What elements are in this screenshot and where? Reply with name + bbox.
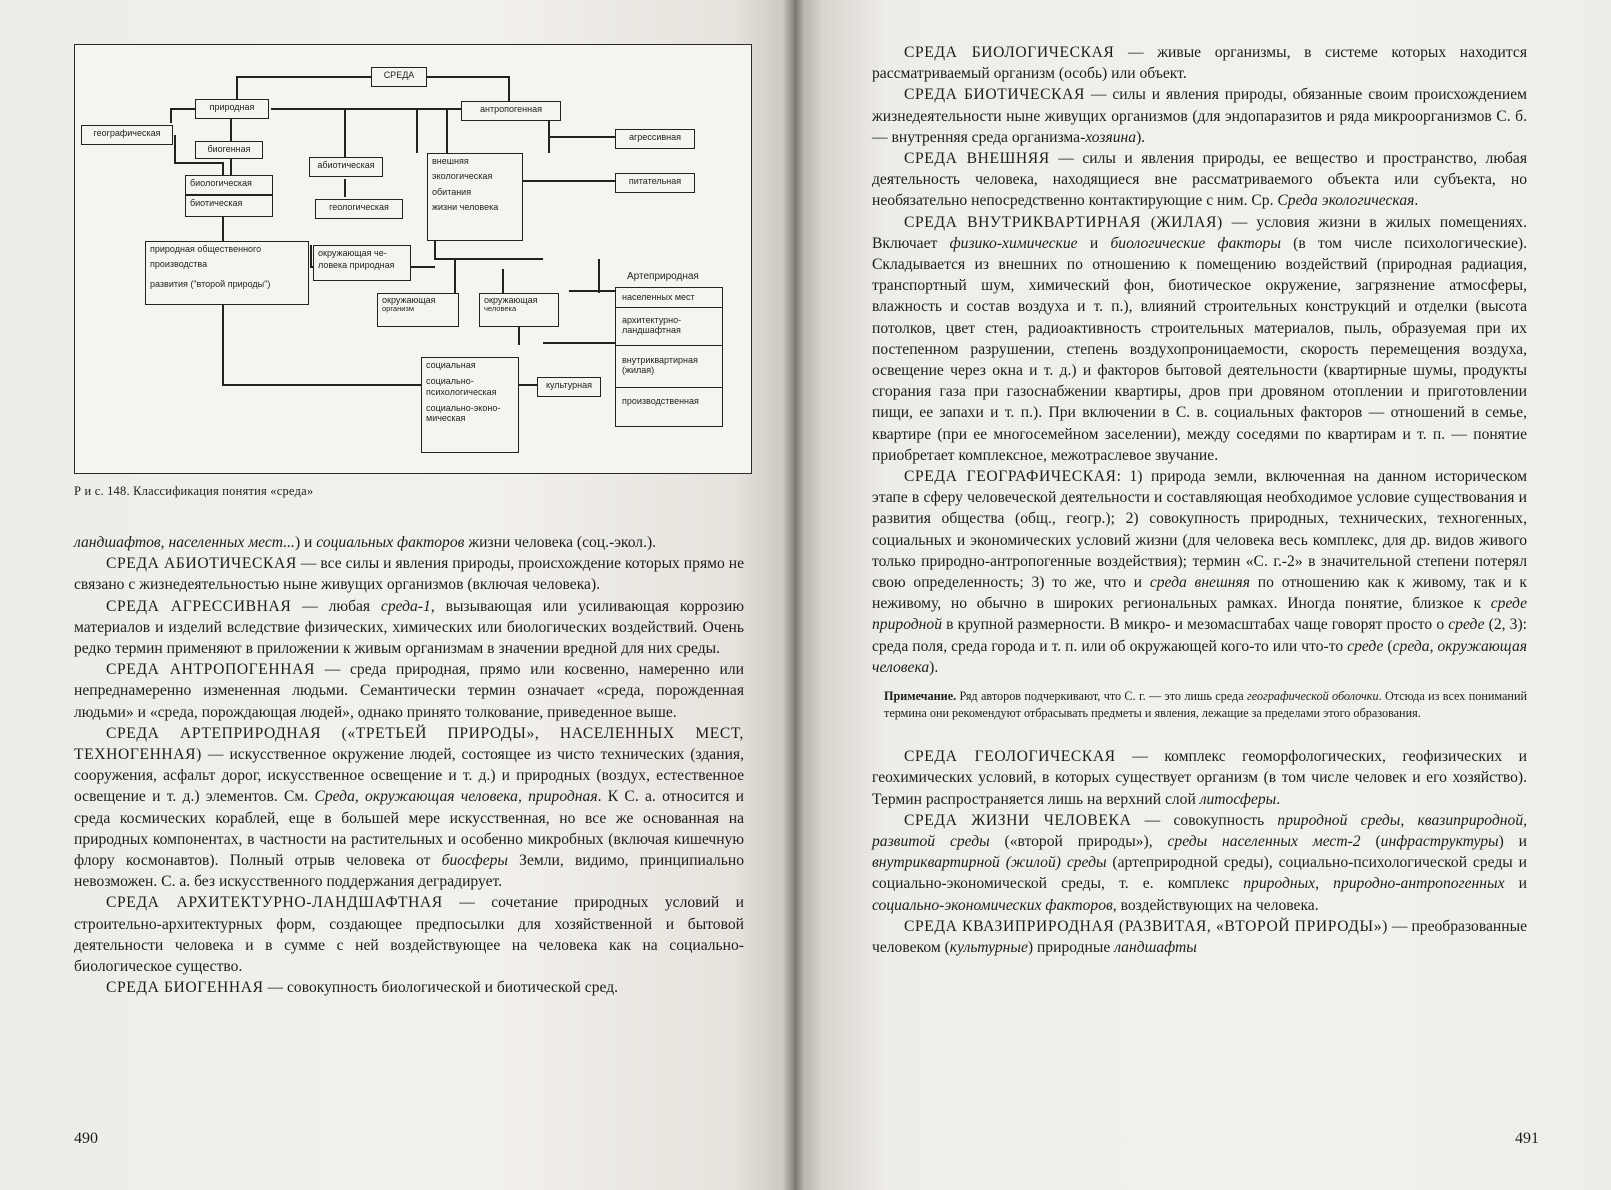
italic-run: природных, природно-антропогенных bbox=[1243, 875, 1505, 893]
italic-run: среда, окружающая человека bbox=[872, 637, 1527, 676]
natural-social-line-3: развития ("второй природы") bbox=[150, 278, 271, 289]
italic-run: среде bbox=[1347, 637, 1384, 655]
text-run: (в том числе психологические). Складывается из внешних по отношению к помещению воздействий (природная радиация, транспортный шум, химический фон, биотическое окружение, загрязнение атмосферы, влажность и состав воздуха и т. п.), влияний строительных конструкций и отделки (высота потолков, цвет стен, радиоактивность строительных материалов, пыль, образуемая при их постепенном разрушении, степень воздухопроницаемости, скорость перемещения воздуха, освещение через окна и т. д.) и факторов бытовой деятельности (квартирные шумы, продукты сгорания газа при газоснабжении квартиры, дров при дровяном отоплении и приготовлении пищи, ее запахи и т. п.). При включении в С. в. социальных факторов — отношений в семье, квартире (при ее многосемейном заселении), между соседями по квартирам и т. п. — понятие приобретает комплексное, межотраслевое звучание. bbox=[872, 234, 1527, 464]
text-run: ) и bbox=[1498, 832, 1528, 850]
social-line-4: социально-эконо- bbox=[426, 403, 501, 414]
diagram-box-settlements: населенных мест bbox=[616, 288, 722, 308]
entry-paragraph bbox=[872, 42, 1527, 84]
surrounding-person-line-2: человека bbox=[484, 304, 517, 314]
entry-paragraph bbox=[872, 212, 1527, 466]
diagram-box-geographic: географическая bbox=[81, 125, 173, 145]
entry-term: СРЕДА ГЕОЛОГИЧЕСКАЯ bbox=[904, 748, 1116, 766]
surrounding-natural-line-2: ловека природная bbox=[318, 260, 395, 271]
entry-term: СРЕДА АГРЕССИВНАЯ bbox=[106, 597, 292, 615]
italic-run: среде bbox=[1448, 616, 1485, 634]
italic-run: биологические факторы bbox=[1110, 234, 1281, 252]
social-line-2: социально- bbox=[426, 376, 474, 387]
text-run: . Отсюда из всех пониманий термина они рекомендуют отбрасывать предметы и явления, лежащие за пределами этого образования. bbox=[884, 689, 1527, 721]
text-run: («второй природы»), bbox=[989, 832, 1168, 850]
diagram-box-production: производственная bbox=[622, 396, 699, 407]
diagram-box-surrounding-organism bbox=[377, 293, 459, 327]
note-label: Примечание. bbox=[884, 689, 957, 704]
italic-run: среды населенных мест-2 bbox=[1167, 832, 1361, 850]
external-line-3: обитания bbox=[432, 186, 472, 197]
entry-term: СРЕДА БИОТИЧЕСКАЯ bbox=[904, 86, 1085, 104]
text-run: ( bbox=[1360, 832, 1381, 850]
diagram-box-natural: природная bbox=[195, 99, 269, 119]
entry-term: СРЕДА ВНУТРИКВАРТИРНАЯ (ЖИЛАЯ) bbox=[904, 213, 1223, 231]
social-line-5: мическая bbox=[426, 413, 466, 424]
arch-landscape-line-2: ландшафтная bbox=[622, 325, 681, 336]
arch-landscape-line-1: архитектурно- bbox=[622, 315, 682, 326]
entry-paragraph bbox=[74, 723, 744, 893]
text-run: — условия жизни в жилых помещениях. Включает bbox=[872, 213, 1527, 252]
text-run: — живые организмы, в системе которых находится рассматриваемый организм (особь) или объект. bbox=[872, 44, 1528, 83]
italic-run: среда внешняя bbox=[1149, 574, 1250, 592]
text-run: — среда природная, прямо или косвенно, намеренно или непреднамеренно измененная людьми. Семантически термин означает «среда, порожденная людьми» и «среда, порождающая людей», однако принято толкование, приведенное выше. bbox=[74, 661, 744, 721]
diagram-box-surrounding-natural bbox=[313, 245, 411, 281]
entry-paragraph bbox=[872, 916, 1527, 958]
external-line-2: экологическая bbox=[432, 171, 493, 182]
text-run: : 1) природа земли, включенная на данном историческом этапе в сферу человеческой деятельности и составляющая необходимое условие существования и развития общества (общ., геогр.); 2) совокупность природных, технических, техногенных, социальных и экономических условий жизни (для человека весь комплекс, для др. видов живого только природно-антропогенные воздействия); термин «С. г.-2» в значительной степени потерял свою определенность; 3) то же, что и bbox=[872, 468, 1527, 592]
left-page bbox=[0, 0, 790, 1190]
left-column-text bbox=[74, 532, 744, 998]
diagram-box-nourishing: питательная bbox=[615, 173, 695, 193]
diagram-box-natural-social bbox=[145, 241, 309, 305]
surrounding-organism-line-1: окружающая bbox=[382, 295, 436, 305]
entry-paragraph bbox=[74, 532, 744, 553]
italic-run: хозяина bbox=[1085, 128, 1137, 146]
text-run: — совокупность bbox=[1131, 811, 1278, 829]
entry-term: СРЕДА АРХИТЕКТУРНО-ЛАНДШАФТНАЯ bbox=[106, 894, 443, 912]
text-run: — преобразованные человеком ( bbox=[872, 917, 1527, 956]
entry-paragraph bbox=[872, 148, 1527, 212]
diagram-box-root: СРЕДА bbox=[371, 67, 427, 87]
entry-paragraph bbox=[872, 810, 1527, 916]
italic-run: Среда, окружающая человека, природная bbox=[314, 788, 598, 806]
entry-term: СРЕДА БИОГЕННАЯ bbox=[106, 979, 264, 997]
italic-run: ландшафтов, населенных мест... bbox=[74, 534, 295, 551]
entry-paragraph bbox=[872, 84, 1527, 148]
text-run: . К С. а. относится и среда космических кораблей, еще в большей мере искусственная, но все же основанная на природных компонентах, в частности на растительных и особенно микробных (включая кишечную флору космонавтов). Полный отрыв человека от bbox=[74, 788, 744, 870]
right-column-text bbox=[872, 42, 1527, 958]
natural-social-line-2: производства bbox=[150, 259, 208, 270]
external-line-4: жизни человека bbox=[432, 201, 499, 212]
text-run: , вызывающая или усиливающая коррозию материалов и изделий вследствие физических, химических или биологических воздействий. Очень редко термин применяют в приложении к живым организмам в значении вредной для них среды. bbox=[74, 597, 744, 658]
entry-term: СРЕДА АРТЕПРИРОДНАЯ («ТРЕТЬЕЙ ПРИРОДЫ», НАСЕЛЕННЫХ МЕСТ, ТЕХНОГЕННАЯ) bbox=[74, 724, 744, 764]
italic-run: внутриквартирной (жилой) среды bbox=[872, 854, 1107, 872]
indoor-line-2: (жилая) bbox=[622, 365, 655, 376]
diagram-box-geological: геологическая bbox=[315, 199, 403, 219]
italic-run: ландшафты bbox=[1114, 938, 1197, 956]
surrounding-person-line-1: окружающая bbox=[484, 295, 538, 305]
diagram-box-anthropogenic: антропогенная bbox=[461, 101, 561, 121]
text-run: , воздействующих на человека. bbox=[1112, 896, 1319, 914]
diagram-box-external bbox=[427, 153, 523, 241]
diagram-box-biotic: биотическая bbox=[185, 195, 273, 217]
text-run: ) и bbox=[294, 534, 317, 551]
diagram-box-arch-landscape bbox=[616, 312, 722, 346]
indoor-line-1: внутриквартирная bbox=[622, 355, 698, 366]
italic-run: литосферы bbox=[1199, 790, 1277, 808]
social-line-1: социальная bbox=[426, 360, 476, 370]
text-run: — силы и явления природы, обязанные своим происхождением жизнедеятельности ныне живущих организмов (для эндопаразитов и ряда микроорганизмов С. б. — внутренняя среда организма- bbox=[872, 86, 1527, 146]
text-run: ). bbox=[929, 658, 939, 676]
book-spine bbox=[782, 0, 806, 1190]
text-run: — комплекс геоморфологических, геофизических и геохимических условий, в которых существует организм (в том числе человек и его хозяйство). Термин распространяется лишь на верхний слой bbox=[872, 748, 1527, 808]
entry-paragraph bbox=[74, 977, 744, 998]
entry-term: СРЕДА АБИОТИЧЕСКАЯ bbox=[106, 555, 297, 573]
text-run: — все силы и явления природы, происхождение которых прямо не связано с жизнедеятельностью ныне живущих организмов (включая человека). bbox=[74, 555, 744, 594]
text-run: по отношению как к живому, так и к неживому, но обычно в широких региональных рамках. Иногда понятие, близкое к bbox=[872, 574, 1528, 613]
diagram-box-surrounding-person bbox=[479, 293, 559, 327]
entry-term: СРЕДА ГЕОГРАФИЧЕСКАЯ bbox=[904, 468, 1117, 486]
diagram-box-artnatural-group bbox=[615, 287, 723, 427]
italic-run: географической оболочки bbox=[1246, 689, 1379, 704]
text-run: ). bbox=[1136, 128, 1146, 146]
page-number-left: 490 bbox=[74, 1130, 98, 1147]
diagram-box-cultural: культурная bbox=[537, 377, 601, 397]
italic-run: природной среды, квазиприродной, развитой среды bbox=[872, 811, 1528, 850]
diagram-box-indoor bbox=[616, 346, 722, 388]
italic-run: среде природной bbox=[872, 595, 1527, 634]
diagram-box-social bbox=[421, 357, 519, 453]
diagram-label-artnatural: Артеприродная bbox=[627, 271, 699, 282]
natural-social-line-1: природная общественного bbox=[150, 244, 262, 254]
page-number-right: 491 bbox=[1515, 1130, 1539, 1147]
external-line-1: внешняя bbox=[432, 156, 469, 166]
entry-paragraph bbox=[74, 596, 744, 660]
text-run: и bbox=[1504, 875, 1528, 893]
text-run: — совокупность биологической и биотической сред. bbox=[263, 979, 619, 997]
diagram-box-biological: биологическая bbox=[185, 175, 273, 195]
surrounding-natural-line-1: окружающая че- bbox=[318, 248, 387, 258]
italic-run: культурные bbox=[949, 938, 1028, 956]
diagram-box-biogenic: биогенная bbox=[195, 141, 263, 159]
entry-term: СРЕДА БИОЛОГИЧЕСКАЯ bbox=[904, 44, 1115, 61]
italic-run: социально-экономических факторов bbox=[872, 896, 1113, 914]
text-run: в крупной размерности. В микро- и мезомасштабах чаще говорят просто о bbox=[942, 616, 1449, 634]
entry-paragraph bbox=[74, 892, 744, 977]
text-run: Земли, видимо, принципиально невозможен. С. а. без искусственного поддержания деградирует. bbox=[74, 852, 745, 891]
entry-term: СРЕДА ЖИЗНИ ЧЕЛОВЕКА bbox=[904, 811, 1132, 829]
entry-term: СРЕДА АНТРОПОГЕННАЯ bbox=[106, 661, 316, 679]
entry-term: СРЕДА КВАЗИПРИРОДНАЯ (РАЗВИТАЯ, «ВТОРОЙ ПРИРОДЫ») bbox=[904, 917, 1388, 935]
text-run: — любая bbox=[291, 597, 381, 615]
text-run: . bbox=[1276, 790, 1281, 808]
italic-run: среда-1 bbox=[380, 597, 431, 615]
text-run: жизни человека (соц.-экол.). bbox=[464, 534, 657, 551]
text-run: (2, 3): среда поля, среда города и т. п. или об окружающей кого-то или что-то bbox=[872, 616, 1527, 655]
text-run: Ряд авторов подчеркивают, что С. г. — это лишь среда bbox=[956, 689, 1247, 704]
entry-paragraph bbox=[872, 466, 1527, 678]
italic-run: социальных факторов bbox=[316, 534, 465, 551]
figure-caption: Р и с. 148. Классификация понятия «среда» bbox=[74, 484, 314, 498]
text-run: и bbox=[1077, 234, 1111, 252]
text-run: (артеприродной среды), социально-психологической среды и социально-экономической среды, т. е. комплекс bbox=[872, 854, 1527, 893]
entry-paragraph bbox=[74, 553, 744, 595]
surrounding-organism-line-2: организм bbox=[382, 304, 415, 314]
diagram-box-abiotic: абиотическая bbox=[309, 157, 383, 177]
text-run: . bbox=[1414, 192, 1419, 210]
italic-run: биосферы bbox=[441, 852, 508, 870]
note-paragraph bbox=[872, 688, 1527, 722]
text-run: — сочетание природных условий и строительно-архитектурных форм, создающее предпосылки для хозяйственной и бытовой деятельности человека и в сумме с ней воздействующее на человека как на социально-биологическое существо. bbox=[74, 894, 744, 976]
text-run: ) природные bbox=[1027, 938, 1115, 956]
social-line-3: психологическая bbox=[426, 386, 497, 397]
entry-paragraph bbox=[74, 659, 744, 723]
text-run: — силы и явления природы, ее вещество и пространство, любая деятельность человека, находящиеся вне рассматриваемого объекта или субъекта, но необязательно непосредственно контактирующие с ним. Ср. bbox=[872, 150, 1527, 210]
classification-diagram bbox=[74, 44, 752, 474]
entry-term: СРЕДА ВНЕШНЯЯ bbox=[904, 150, 1050, 168]
entry-paragraph bbox=[872, 746, 1527, 810]
italic-run: Среда экологическая bbox=[1277, 192, 1415, 210]
italic-run: физико-химические bbox=[949, 234, 1078, 252]
text-run: — искусственное окружение людей, состоящее из чисто технических (здания, сооружения, асфальт дорог, искусственное освещение и т. д.) и природных (воздух, естественное освещение и т. д.) элементов. См. bbox=[74, 746, 744, 806]
diagram-box-aggressive: агрессивная bbox=[615, 129, 695, 149]
text-run: ( bbox=[1383, 637, 1393, 655]
italic-run: инфраструктуры bbox=[1380, 832, 1499, 850]
